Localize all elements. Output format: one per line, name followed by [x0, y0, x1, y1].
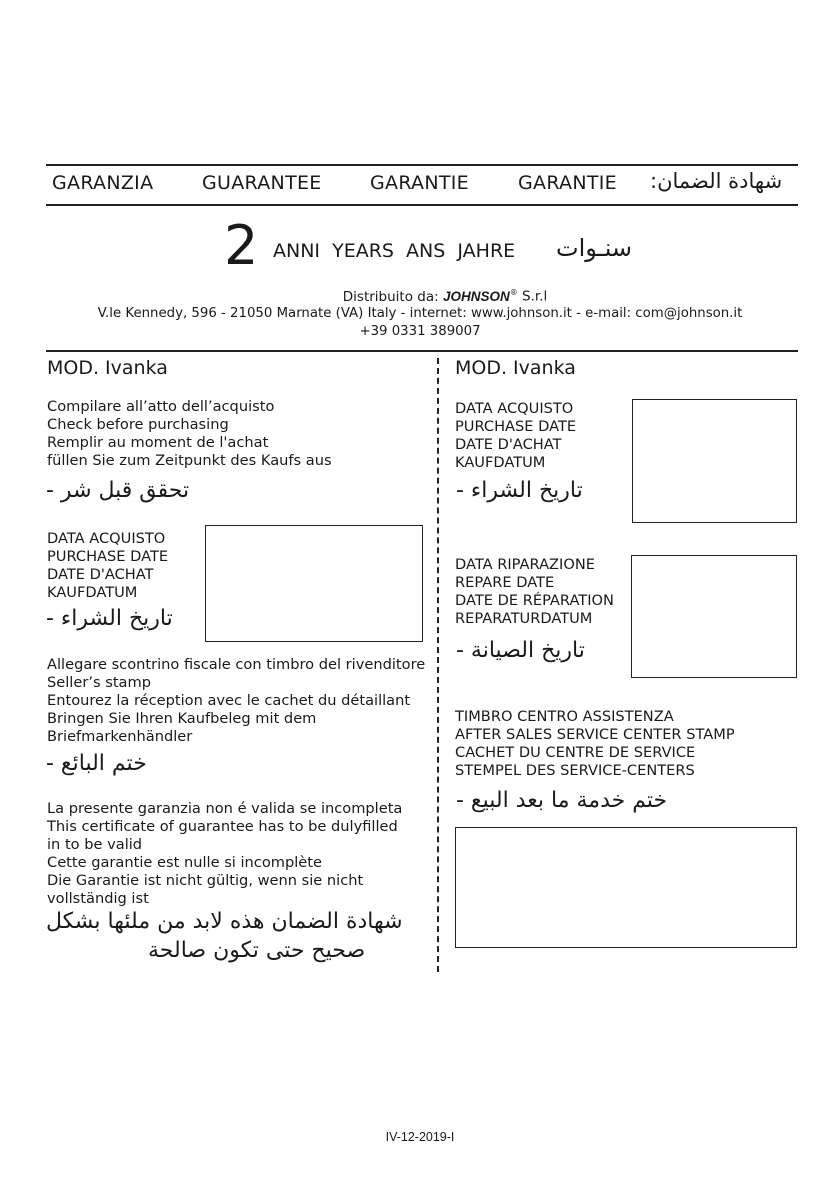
right-repair-arabic: تاريخ الصيانة -: [456, 638, 585, 663]
distributor-prefix: Distribuito da:: [342, 288, 439, 305]
right-repair-label: DATA RIPARAZIONE: [455, 556, 595, 573]
left-receipt-text: [47, 656, 425, 746]
left-model: MOD. Ivanka: [47, 357, 168, 379]
left-purchase-labels: [47, 530, 168, 602]
title-french: GARANTIE: [370, 172, 469, 194]
right-stamp-labels: [455, 708, 735, 780]
right-purchase-labels: [455, 400, 576, 472]
left-receipt-line: Entourez la réception avec le cachet du détaillant: [47, 692, 411, 709]
left-purchase-label: KAUFDATUM: [47, 584, 138, 601]
left-purchase-label: PURCHASE DATE: [47, 548, 169, 565]
section-rule: [46, 350, 798, 352]
footer-code: IV-12-2019-I: [385, 1130, 455, 1144]
left-validity-line: This certificate of guarantee has to be dulyfilled: [47, 818, 398, 835]
title-arabic: شهادة الضمان:: [650, 169, 783, 193]
distributor-line: [0, 288, 840, 305]
distributor-suffix: S.r.l: [517, 288, 548, 305]
right-repair-label: REPARATURDATUM: [455, 610, 593, 627]
right-purchase-date-box[interactable]: [632, 399, 797, 523]
right-service-stamp-box[interactable]: [455, 827, 797, 948]
right-repair-date-box[interactable]: [631, 555, 797, 678]
years-label-arabic: سنـوات: [556, 234, 633, 262]
distributor-brand: JOHNSON: [442, 288, 510, 304]
left-validity-line: La presente garanzia non é valida se incompleta: [47, 800, 403, 817]
right-stamp-label: STEMPEL DES SERVICE-CENTERS: [455, 762, 695, 779]
left-validity-line: vollständig ist: [47, 890, 149, 907]
years-number: 2: [224, 214, 259, 277]
left-check-line: Check before purchasing: [47, 416, 229, 433]
title-italian: GARANZIA: [52, 172, 154, 194]
left-validity-text: [47, 800, 402, 908]
right-purchase-label: DATA ACQUISTO: [455, 400, 574, 417]
left-receipt-arabic: ختم البائع -: [46, 751, 147, 776]
left-receipt-line: Briefmarkenhändler: [47, 728, 193, 745]
left-purchase-arabic: تاريخ الشراء -: [46, 606, 173, 631]
registered-mark: ®: [509, 288, 518, 297]
left-check-arabic: تحقق قبل شر -: [46, 478, 190, 503]
right-purchase-label: KAUFDATUM: [455, 454, 546, 471]
title-german: GARANTIE: [518, 172, 617, 194]
header-top-rule: [46, 164, 798, 166]
left-validity-line: Die Garantie ist nicht gültig, wenn sie nicht: [47, 872, 364, 889]
left-check-line: füllen Sie zum Zeitpunkt des Kaufs aus: [47, 452, 332, 469]
distributor-phone: +39 0331 389007: [359, 324, 481, 339]
left-purchase-date-box[interactable]: [205, 525, 423, 642]
left-purchase-label: DATA ACQUISTO: [47, 530, 166, 547]
right-purchase-label: PURCHASE DATE: [455, 418, 577, 435]
left-receipt-line: Allegare scontrino fiscale con timbro del rivenditore: [47, 656, 426, 673]
right-stamp-label: AFTER SALES SERVICE CENTER STAMP: [455, 726, 735, 743]
left-receipt-line: Bringen Sie Ihren Kaufbeleg mit dem: [47, 710, 317, 727]
distributor-address: V.le Kennedy, 596 - 21050 Marnate (VA) Italy - internet: www.johnson.it - e-mail: com@johnson.it: [97, 306, 743, 321]
column-divider: [437, 358, 439, 972]
left-validity-line: in to be valid: [47, 836, 143, 853]
right-stamp-label: CACHET DU CENTRE DE SERVICE: [455, 744, 696, 761]
title-english: GUARANTEE: [202, 172, 322, 194]
left-validity-line: Cette garantie est nulle si incomplète: [47, 854, 322, 871]
left-check-line: Compilare all’atto dell’acquisto: [47, 398, 275, 415]
right-repair-label: REPARE DATE: [455, 574, 555, 591]
left-purchase-label: DATE D'ACHAT: [47, 566, 154, 583]
left-validity-arabic-1: شهادة الضمان هذه لابد من ملئها بشكل: [46, 909, 403, 934]
left-check-line: Remplir au moment de l'achat: [47, 434, 269, 451]
right-stamp-arabic: ختم خدمة ما بعد البيع -: [456, 788, 668, 813]
left-receipt-line: Seller’s stamp: [47, 674, 151, 691]
right-model: MOD. Ivanka: [455, 357, 576, 379]
right-purchase-arabic: تاريخ الشراء -: [456, 478, 583, 503]
left-check-text: [47, 398, 332, 470]
years-label: ANNI YEARS ANS JAHRE: [273, 240, 516, 262]
right-repair-labels: [455, 556, 614, 628]
right-repair-label: DATE DE RÉPARATION: [455, 592, 614, 609]
header-bottom-rule: [46, 204, 798, 206]
right-stamp-label: TIMBRO CENTRO ASSISTENZA: [455, 708, 674, 725]
left-validity-arabic-2: صحيح حتى تكون صالحة: [148, 938, 366, 963]
right-purchase-label: DATE D'ACHAT: [455, 436, 562, 453]
